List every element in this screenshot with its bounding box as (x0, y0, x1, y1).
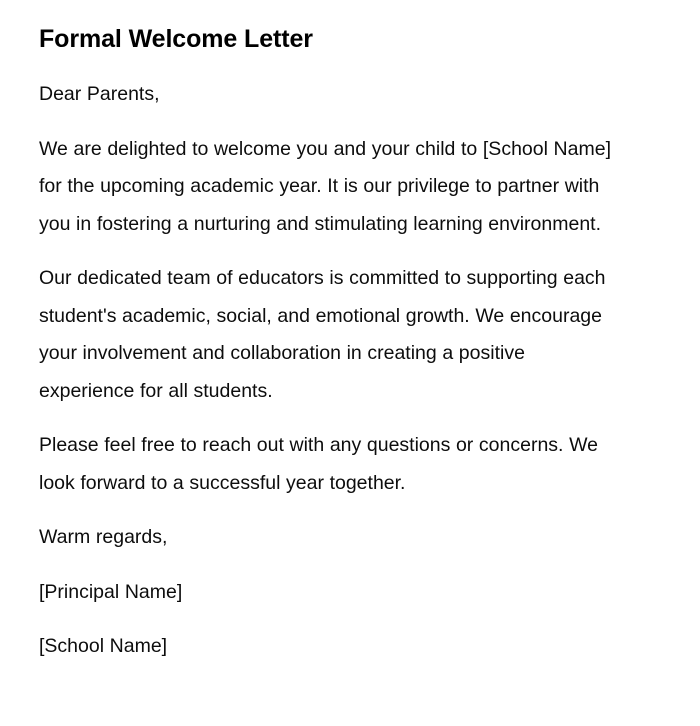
closing-line: Warm regards, (39, 526, 168, 548)
signature-principal-name: [Principal Name] (39, 580, 183, 603)
salutation: Dear Parents, (39, 83, 160, 105)
body-paragraph-2: Our dedicated team of educators is committed to supporting each student's academic, social, and emotional growth. We encourage your involvement and collaboration in creating a positive experience for all students. (39, 267, 606, 402)
page-title: Formal Welcome Letter (39, 25, 313, 53)
body-paragraph-3: Please feel free to reach out with any questions or concerns. We look forward to a successful year together. (39, 434, 598, 494)
letter-body (39, 76, 622, 666)
body-paragraph-1: We are delighted to welcome you and your child to [School Name] for the upcoming academic year. It is our privilege to partner with you in fostering a nurturing and stimulating learning environment. (39, 137, 611, 235)
signature-school-name: [School Name] (39, 635, 168, 657)
